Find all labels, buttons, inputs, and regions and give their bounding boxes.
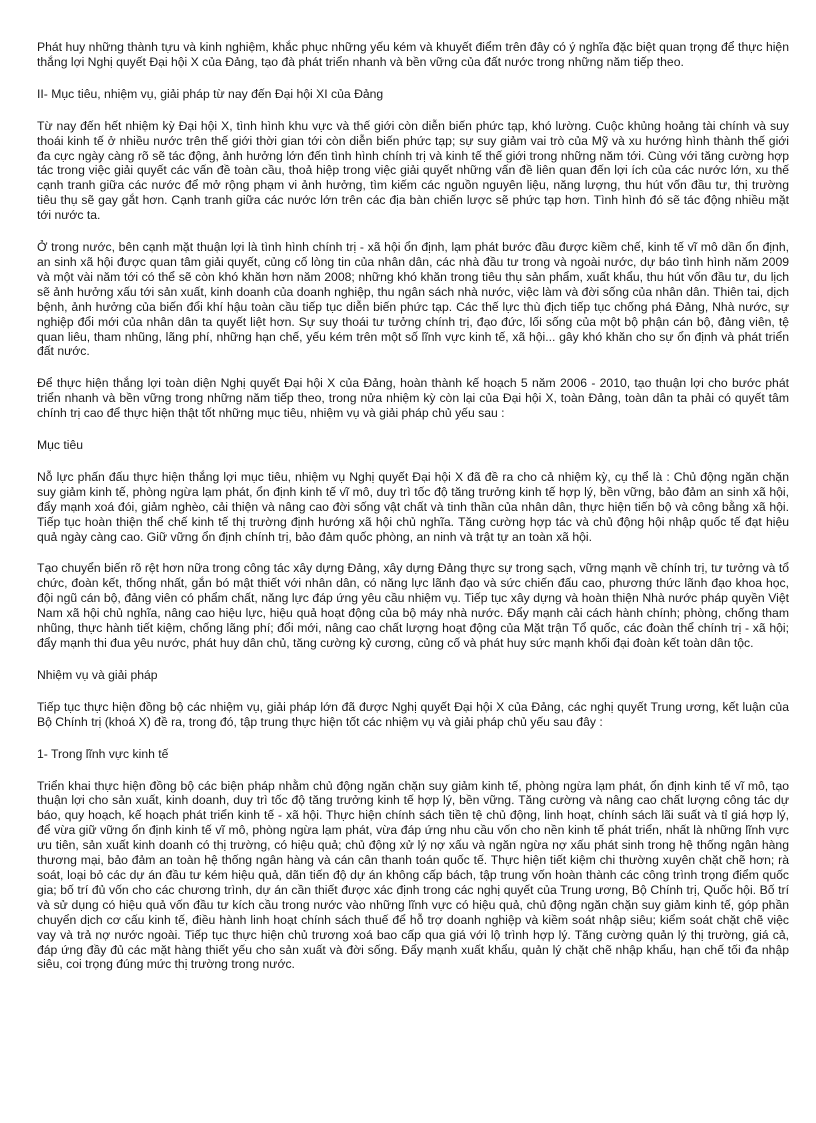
paragraph-tasks-intro: Tiếp tục thực hiện đồng bộ các nhiệm vụ, giải pháp lớn đã được Nghị quyết Đại hội X của Đảng, các nghị quyết Trung ương, kết luận của Bộ Chính trị (khoá X) đề ra, trong đó, tập trung thực hiện tốt các nhiệm vụ và giải pháp chủ yếu sau đây :: [37, 699, 789, 729]
paragraph-goals-economy: Nỗ lực phấn đấu thực hiện thắng lợi mục tiêu, nhiệm vụ Nghị quyết Đại hội X đã đề ra cho cả nhiệm kỳ, cụ thể là : Chủ động ngăn chặn suy giảm kinh tế, phòng ngừa lạm phát, ổn định kinh tế vĩ mô, duy trì tốc độ tăng trưởng kinh tế hợp lý, bền vững, bảo đảm an sinh xã hội, đẩy mạnh xoá đói, giảm nghèo, cải thiện và nâng cao đời sống vật chất và tinh thần của nhân dân, thực hiện tiến bộ và công bằng xã hội. Tiếp tục hoàn thiện thể chế kinh tế thị trường định hướng xã hội chủ nghĩa. Tăng cường hợp tác và chủ động hội nhập quốc tế đạt hiệu quả ngày càng cao. Giữ vững ổn định chính trị, bảo đảm quốc phòng, an ninh và trật tự an toàn xã hội.: [37, 469, 789, 544]
section-heading-ii: II- Mục tiêu, nhiệm vụ, giải pháp từ nay đến Đại hội XI của Đảng: [37, 86, 384, 101]
paragraph-domestic-situation: Ở trong nước, bên cạnh mặt thuận lợi là tình hình chính trị - xã hội ổn định, lạm phát bước đầu được kiềm chế, kinh tế vĩ mô dần ổn định, an sinh xã hội được quan tâm giải quyết, củng cố lòng tin của nhân dân, các nhà đầu tư trong và ngoài nước, dự báo tình hình năm 2009 và một vài năm tới có thể sẽ còn khó khăn hơn năm 2008; những khó khăn trong tiêu thụ sản phẩm, xuất khẩu, thu hút vốn đầu tư, du lịch sẽ ảnh hưởng xấu tới sản xuất, kinh doanh của doanh nghiệp, thu ngân sách nhà nước, việc làm và đời sống của nhân dân. Thiên tai, dịch bệnh, ảnh hưởng của biến đổi khí hậu toàn cầu tiếp tục diễn biến phức tạp. Các thế lực thù địch tiếp tục chống phá Đảng, Nhà nước, sự nghiệp đổi mới của nhân dân ta quyết liệt hơn. Sự suy thoái tư tưởng chính trị, đạo đức, lối sống của một bộ phận cán bộ, đảng viên, tệ quan liêu, tham nhũng, lãng phí, những hạn chế, yếu kém trên một số lĩnh vực kinh tế, xã hội... gây khó khăn cho sự ổn định và phát triển đất nước.: [37, 240, 789, 359]
paragraph-intro: Phát huy những thành tựu và kinh nghiệm, khắc phục những yếu kém và khuyết điểm trên đây có ý nghĩa đặc biệt quan trọng để thực hiện thắng lợi Nghị quyết Đại hội X của Đảng, tạo đà phát triển nhanh và bền vững của đất nước trong những năm tiếp theo.: [37, 40, 789, 69]
paragraph-goals-party: Tạo chuyển biến rõ rệt hơn nữa trong công tác xây dựng Đảng, xây dựng Đảng thực sự trong sạch, vững mạnh về chính trị, tư tưởng và tổ chức, đoàn kết, thống nhất, gắn bó mật thiết với nhân dân, có năng lực lãnh đạo và sức chiến đấu cao, phương thức lãnh đạo khoa học, đội ngũ cán bộ, đảng viên có phẩm chất, năng lực đáp ứng yêu cầu nhiệm vụ. Tiếp tục xây dựng và hoàn thiện Nhà nước pháp quyền Việt Nam xã hội chủ nghĩa, nâng cao hiệu lực, hiệu quả hoạt động của bộ máy nhà nước. Đẩy mạnh cải cách hành chính; phòng, chống tham nhũng, thực hành tiết kiệm, chống lãng phí; đổi mới, nâng cao chất lượng hoạt động của Mặt trận Tổ quốc, các đoàn thể chính trị - xã hội; đẩy mạnh thi đua yêu nước, phát huy dân chủ, tăng cường kỷ cương, củng cố và phát huy sức mạnh khối đại đoàn kết toàn dân tộc.: [37, 561, 789, 650]
paragraph-economy-measures: Triển khai thực hiện đồng bộ các biện pháp nhằm chủ động ngăn chặn suy giảm kinh tế, phòng ngừa lạm phát, ổn định kinh tế vĩ mô, tạo thuận lợi cho sản xuất, kinh doanh, duy trì tốc độ tăng trưởng kinh tế hợp lý, bền vững. Tăng cường và nâng cao chất lượng công tác dự báo, quy hoạch, kế hoạch phát triển kinh tế - xã hội. Thực hiện chính sách tiền tệ chủ động, linh hoạt, chính sách lãi suất và tỉ giá hợp lý, để vừa giữ vững ổn định kinh tế vĩ mô, phòng ngừa lạm phát, vừa đáp ứng nhu cầu vốn cho nền kinh tế phát triển, nhất là những lĩnh vực ưu tiên, sản xuất kinh doanh có thị trường, có hiệu quả; chủ động xử lý nợ xấu và ngăn ngừa nợ xấu phát sinh trong hệ thống ngân hàng thương mại, bảo đảm an toàn hệ thống ngân hàng và cán cân thanh toán quốc tế. Thực hiện tiết kiệm chi thường xuyên chặt chẽ hơn; rà soát, loại bỏ các dự án đầu tư kém hiệu quả, dãn tiến độ dự án không cấp bách, tập trung vốn hoàn thành các công trình trọng điểm quốc gia; bố trí đủ vốn cho các chương trình, dự án cần thiết được xác định trong các nghị quyết của Trung ương, Bộ Chính trị, Quốc hội. Bố trí và sử dụng có hiệu quả vốn đầu tư kích cầu trong nước vào những lĩnh vực có hiệu quả, chủ động ngăn chặn suy giảm kinh tế, góp phần chuyển dịch cơ cấu kinh tế, điều hành linh hoạt chính sách thuế để hỗ trợ doanh nghiệp và kiềm soát nhập siêu; kiểm soát chặt chẽ việc vay và trả nợ nước ngoài. Tiếp tục thực hiện chủ trương xoá bao cấp qua giá với lộ trình hợp lý. Tăng cường quản lý thị trường, giá cả, đáp ứng đầy đủ các mặt hàng thiết yếu cho sản xuất và đời sống. Đẩy mạnh xuất khẩu, quản lý chặt chẽ nhập khẩu, hạn chế tối đa nhập siêu, coi trọng đúng mức thị trường trong nước.: [37, 778, 789, 972]
subheading-economy: 1- Trong lĩnh vực kinh tế: [37, 746, 169, 761]
subheading-tasks: Nhiệm vụ và giải pháp: [37, 667, 158, 682]
paragraph-world-situation: Từ nay đến hết nhiệm kỳ Đại hội X, tình hình khu vực và thế giới còn diễn biến phức tạp, khó lường. Cuộc khủng hoảng tài chính và suy thoái kinh tế ở nhiều nước trên thế giới thời gian tới còn diễn biến phức tạp; sự suy giảm vai trò của Mỹ và xu hướng hình thành thế giới đa cực ngày càng rõ sẽ tác động, ảnh hưởng lớn đến tình hình chính trị và kinh tế thế giới trong những năm tới. Cùng với tăng cường hợp tác trong việc giải quyết các vấn đề toàn cầu, thoả hiệp trong việc giải quyết những vấn đề liên quan đến lợi ích của các nước lớn, xu thế cạnh tranh giữa các nước để mở rộng phạm vi ảnh hưởng, tìm kiếm các nguồn nguyên liệu, năng lượng, thu hút vốn đầu tư, thị trường tiêu thụ sẽ gay gắt hơn. Cạnh tranh giữa các nước lớn trên các địa bàn chiến lược sẽ phức tạp hơn. Tình hình đó sẽ tác động nhiều mặt tới nước ta.: [37, 118, 789, 223]
document-page: [37, 40, 789, 989]
subheading-goals: Mục tiêu: [37, 438, 84, 453]
paragraph-resolve: Để thực hiện thắng lợi toàn diện Nghị quyết Đại hội X của Đảng, hoàn thành kế hoạch 5 năm 2006 - 2010, tạo thuận lợi cho bước phát triển nhanh và bền vững trong những năm tiếp theo, trong nửa nhiệm kỳ còn lại của Đại hội X, toàn Đảng, toàn dân ta phải có quyết tâm chính trị cao để thực hiện thật tốt những mục tiêu, nhiệm vụ và giải pháp chủ yếu sau :: [37, 376, 789, 421]
